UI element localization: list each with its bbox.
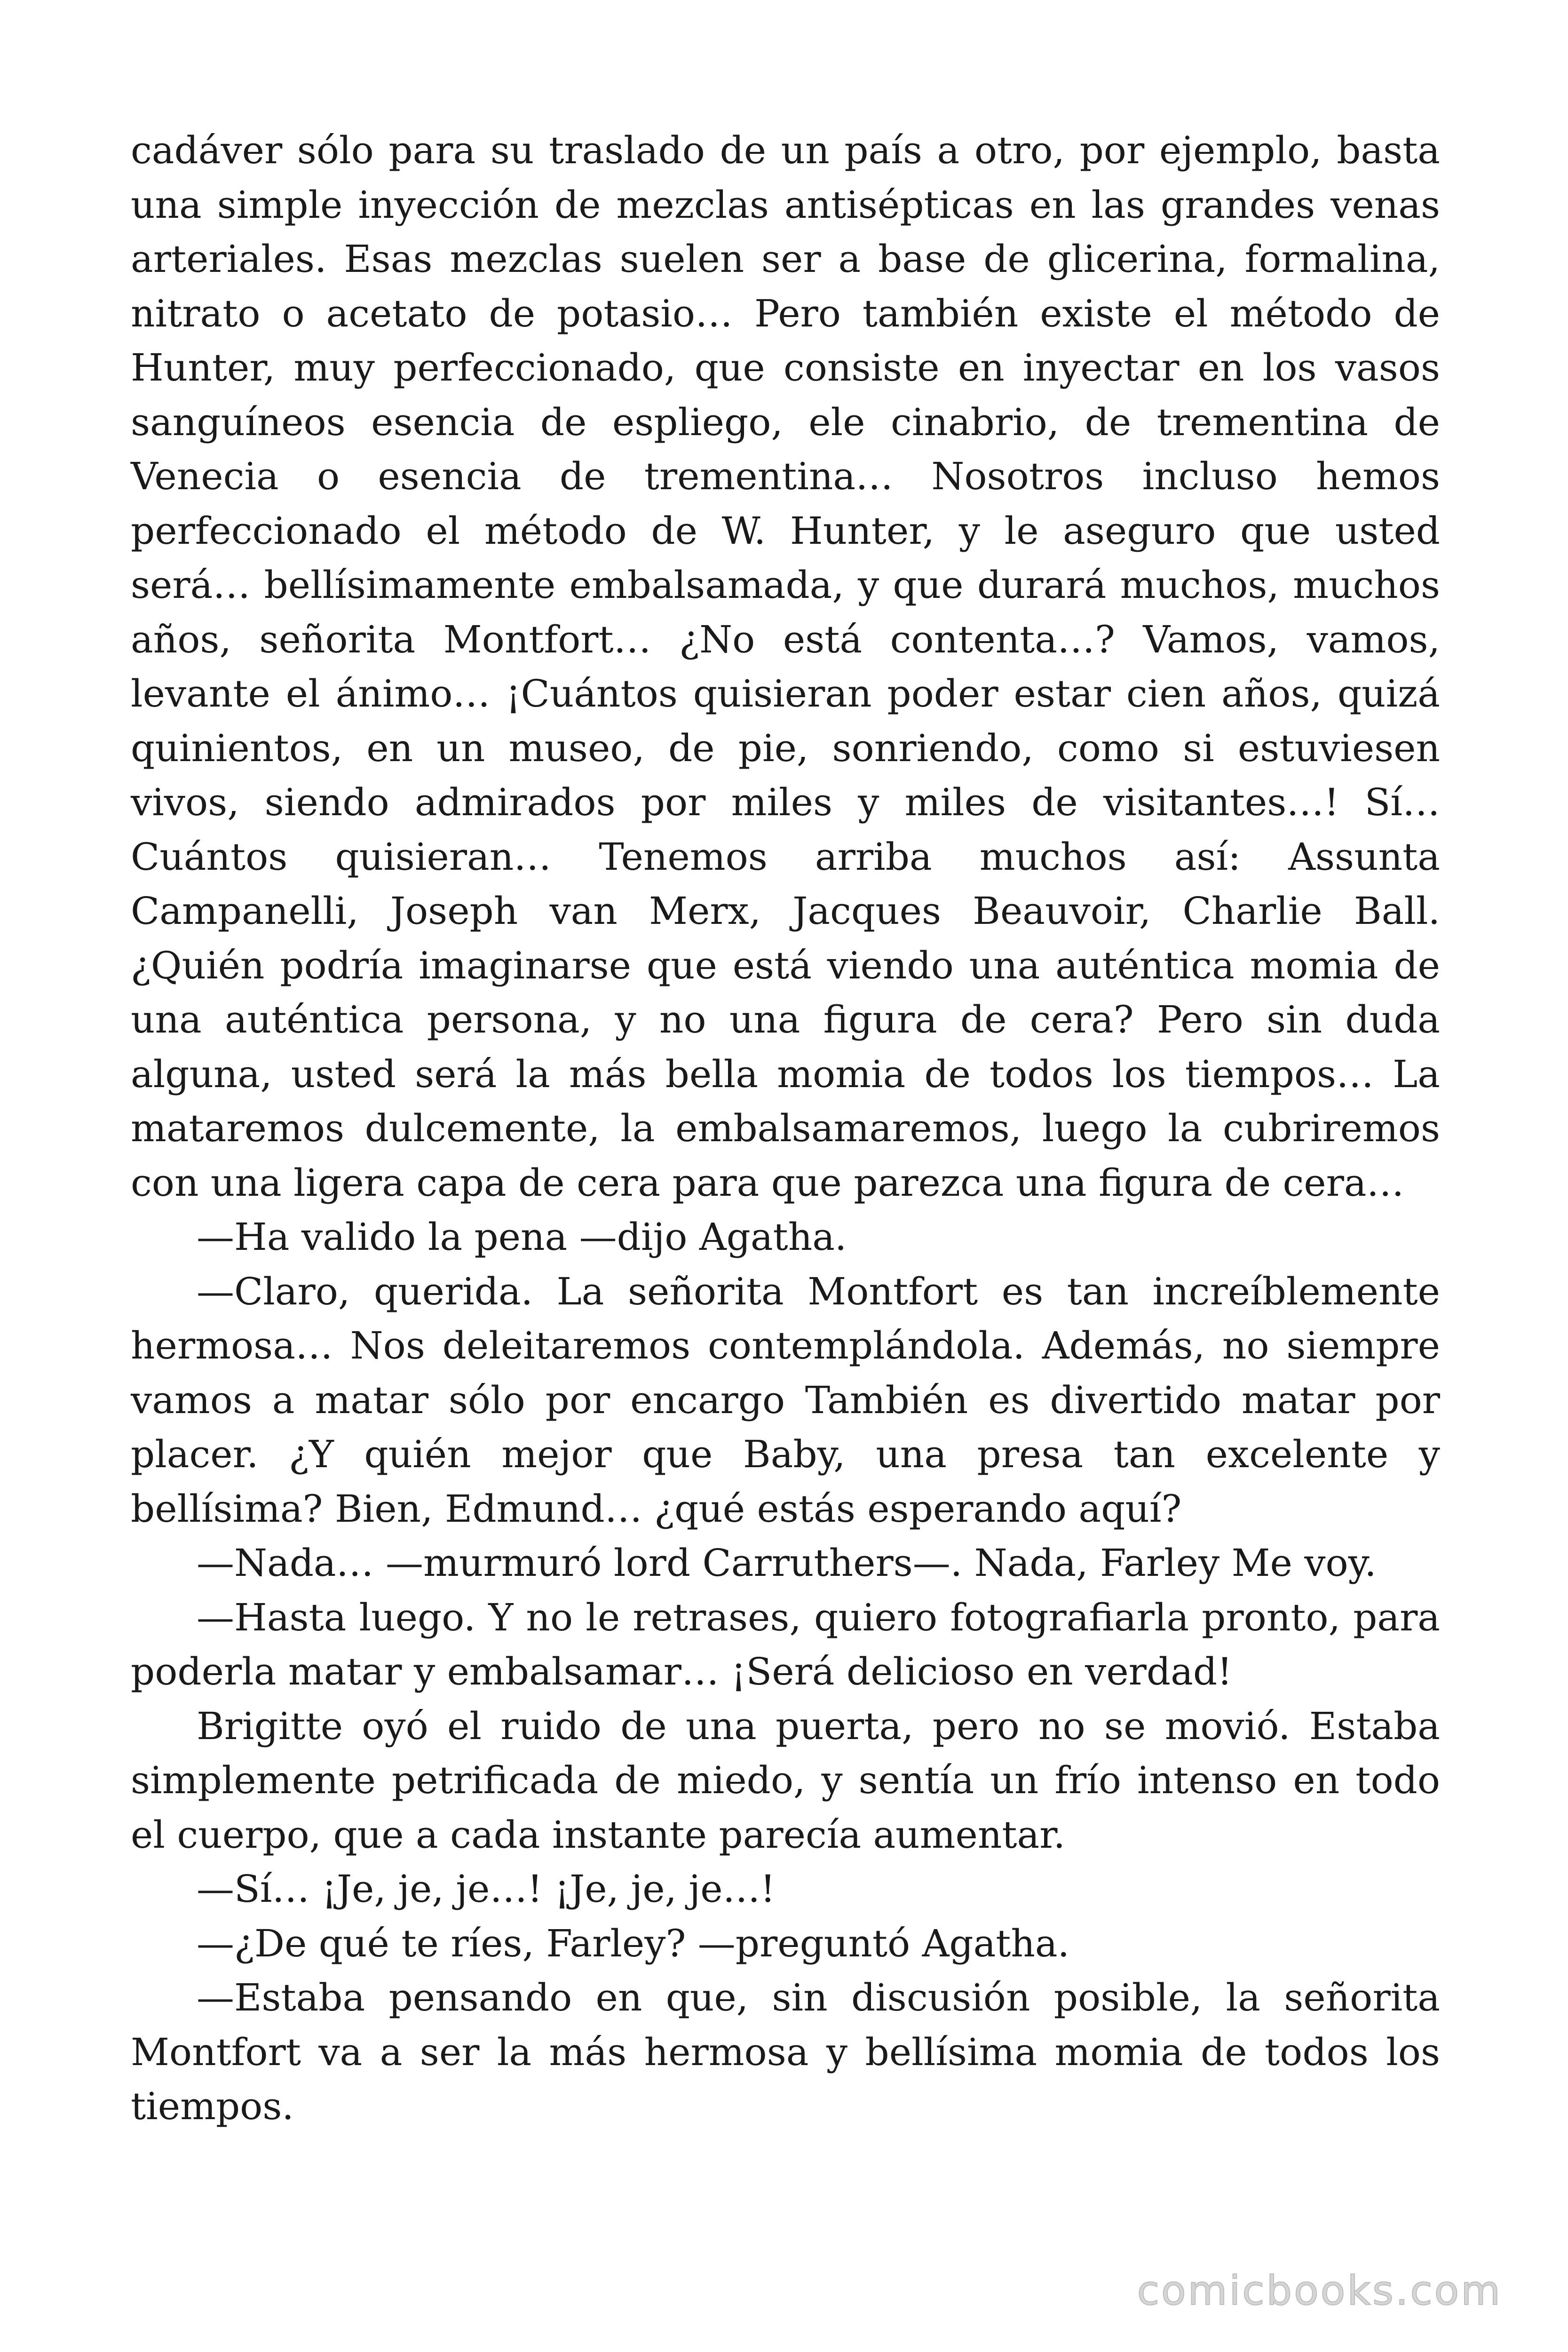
page-body-text [131,123,1440,2134]
paragraph-6: Brigitte oyó el ruido de una puerta, pero no se movió. Estaba simplemente petrificada de miedo, y sentía un frío intenso en todo el cuerpo, que a cada instante parecía aumentar. [131,1704,1440,1857]
paragraph-2: —Ha valido la pena —dijo Agatha. [197,1215,847,1259]
paragraph-5: —Hasta luego. Y no le retrases, quiero fotografiarla pronto, para poderla matar y embalsamar… ¡Será delicioso en verdad! [131,1595,1440,1693]
paragraph-8: —¿De qué te ríes, Farley? —preguntó Agatha. [197,1921,1070,1965]
paragraph-7: —Sí… ¡Je, je, je…! ¡Je, je, je…! [197,1867,776,1911]
paragraph-1: cadáver sólo para su traslado de un país a otro, por ejemplo, basta una simple inyección de mezclas antisépticas en las grandes venas arteriales. Esas mezclas suelen ser a base de glicerina, formalina, nitrato o acetato de potasio… Pero también existe el método de Hunter, muy perfeccionado, que consiste en inyectar en los vasos sanguíneos esencia de espliego, ele cinabrio, de trementina de Venecia o esencia de trementina… Nosotros incluso hemos perfeccionado el método de W. Hunter, y le aseguro que usted será… bellísimamente embalsamada, y que durará muchos, muchos años, señorita Montfort… ¿No está contenta…? Vamos, vamos, levante el ánimo… ¡Cuántos quisieran poder estar cien años, quizá quinientos, en un museo, de pie, sonriendo, como si estuviesen vivos, siendo admirados por miles y miles de visitantes…! Sí… Cuántos quisieran… Tenemos arriba muchos así: Assunta Campanelli, Joseph van Merx, Jacques Beauvoir, Charlie Ball. ¿Quién podría imaginarse que está viendo una auténtica momia de una auténtica persona, y no una figura de cera? Pero sin duda alguna, usted será la más bella momia de todos los tiempos… La mataremos dulcemente, la embalsamaremos, luego la cubriremos con una ligera capa de cera para que parezca una figura de cera… [131,128,1440,1205]
paragraph-4: —Nada… —murmuró lord Carruthers—. Nada, Farley Me voy. [197,1541,1377,1585]
paragraph-3: —Claro, querida. La señorita Montfort es tan increíblemente hermosa… Nos deleitaremos contemplándola. Además, no siempre vamos a matar sólo por encargo También es divertido matar por placer. ¿Y quién mejor que Baby, una presa tan excelente y bellísima? Bien, Edmund… ¿qué estás esperando aquí? [131,1269,1440,1531]
watermark: comicbooks.com [1137,2267,1502,2314]
paragraph-9: —Estaba pensando en que, sin discusión posible, la señorita Montfort va a ser la más hermosa y bellísima momia de todos los tiempos. [131,1976,1440,2128]
